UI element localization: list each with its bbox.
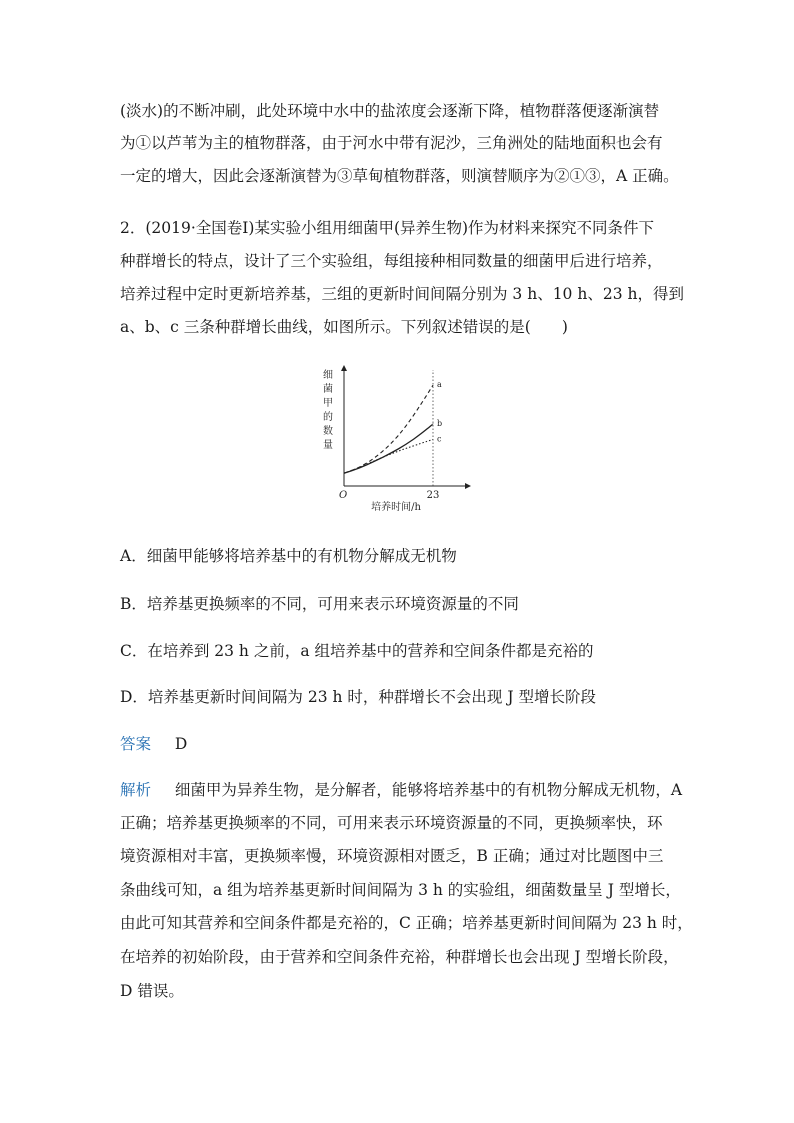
answer-label: 答案 (120, 735, 152, 753)
x-tick-label: 23 (426, 490, 440, 501)
analysis-label: 解析 (120, 781, 152, 799)
curve-label-a: a (437, 380, 442, 390)
question-line-4: a、b、c 三条种群增长曲线，如图所示。下列叙述错误的是( ) (120, 318, 568, 336)
x-axis-label: 培养时间/h (371, 502, 421, 512)
analysis-line-6: 在培养的初始阶段，由于营养和空间条件充裕，种群增长也会出现 J 型增长阶段， (120, 948, 679, 966)
question-line-3: 培养过程中定时更新培养基，三组的更新时间间隔分别为 3 h、10 h、23 h，得到 (120, 285, 684, 303)
option-c: C．在培养到 23 h 之前，a 组培养基中的营养和空间条件都是充裕的 (120, 642, 594, 660)
y-axis-label-char: 甲 (323, 398, 333, 409)
analysis-line-4: 条曲线可知，a 组为培养基更新时间间隔为 3 h 的实验组，细菌数量呈 J 型增长， (120, 881, 681, 899)
analysis-line-7: D 错误。 (120, 982, 184, 1000)
curve-label-c: c (437, 434, 442, 444)
curve-a (344, 385, 433, 473)
series-group (344, 380, 442, 473)
option-b: B．培养基更换频率的不同，可用来表示环境资源量的不同 (120, 595, 519, 613)
curve-c (344, 439, 433, 473)
origin-label: O (339, 490, 348, 501)
y-axis-label-char: 的 (323, 412, 333, 423)
option-a: A．细菌甲能够将培养基中的有机物分解成无机物 (120, 547, 457, 565)
intro-line-3: 一定的增大，因此会逐渐演替为③草甸植物群落，则演替顺序为②①③，A 正确。 (120, 167, 679, 185)
curve-b (344, 424, 433, 473)
answer-value: D (174, 735, 188, 753)
analysis-first-line: 细菌甲为异养生物，是分解者，能够将培养基中的有机物分解成无机物，A (174, 781, 683, 799)
analysis-row-1 (120, 780, 700, 800)
growth-curve-figure (318, 362, 478, 512)
intro-line-2: 为①以芦苇为主的植物群落，由于河水中带有泥沙，三角洲处的陆地面积也会有 (120, 134, 663, 152)
analysis-line-5: 由此可知其营养和空间条件都是充裕的，C 正确；培养基更新时间间隔为 23 h 时， (120, 914, 693, 932)
question-line-1: 2．(2019·全国卷Ⅰ)某实验小组用细菌甲(异养生物)作为材料来探究不同条件下 (120, 219, 655, 237)
question-line-2: 种群增长的特点，设计了三个实验组，每组接种相同数量的细菌甲后进行培养， (120, 252, 663, 270)
analysis-line-3: 境资源相对丰富，更换频率慢，环境资源相对匮乏，B 正确；通过对比题图中三 (120, 847, 664, 865)
y-axis-label-char: 菌 (323, 384, 333, 395)
y-axis-label-char: 量 (323, 440, 333, 451)
y-axis-label (323, 369, 333, 451)
intro-line-1: (淡水)的不断冲刷，此处环境中水中的盐浓度会逐渐下降，植物群落便逐渐演替 (120, 102, 660, 120)
y-axis-label-char: 细 (323, 370, 333, 381)
growth-chart (318, 362, 478, 512)
option-d: D．培养基更新时间间隔为 23 h 时，种群增长不会出现 J 型增长阶段 (120, 688, 596, 706)
analysis-line-2: 正确；培养基更换频率的不同，可用来表示环境资源量的不同，更换频率快，环 (120, 814, 663, 832)
curve-label-b: b (437, 419, 443, 429)
answer-row (120, 734, 700, 754)
y-axis-label-char: 数 (323, 426, 333, 437)
